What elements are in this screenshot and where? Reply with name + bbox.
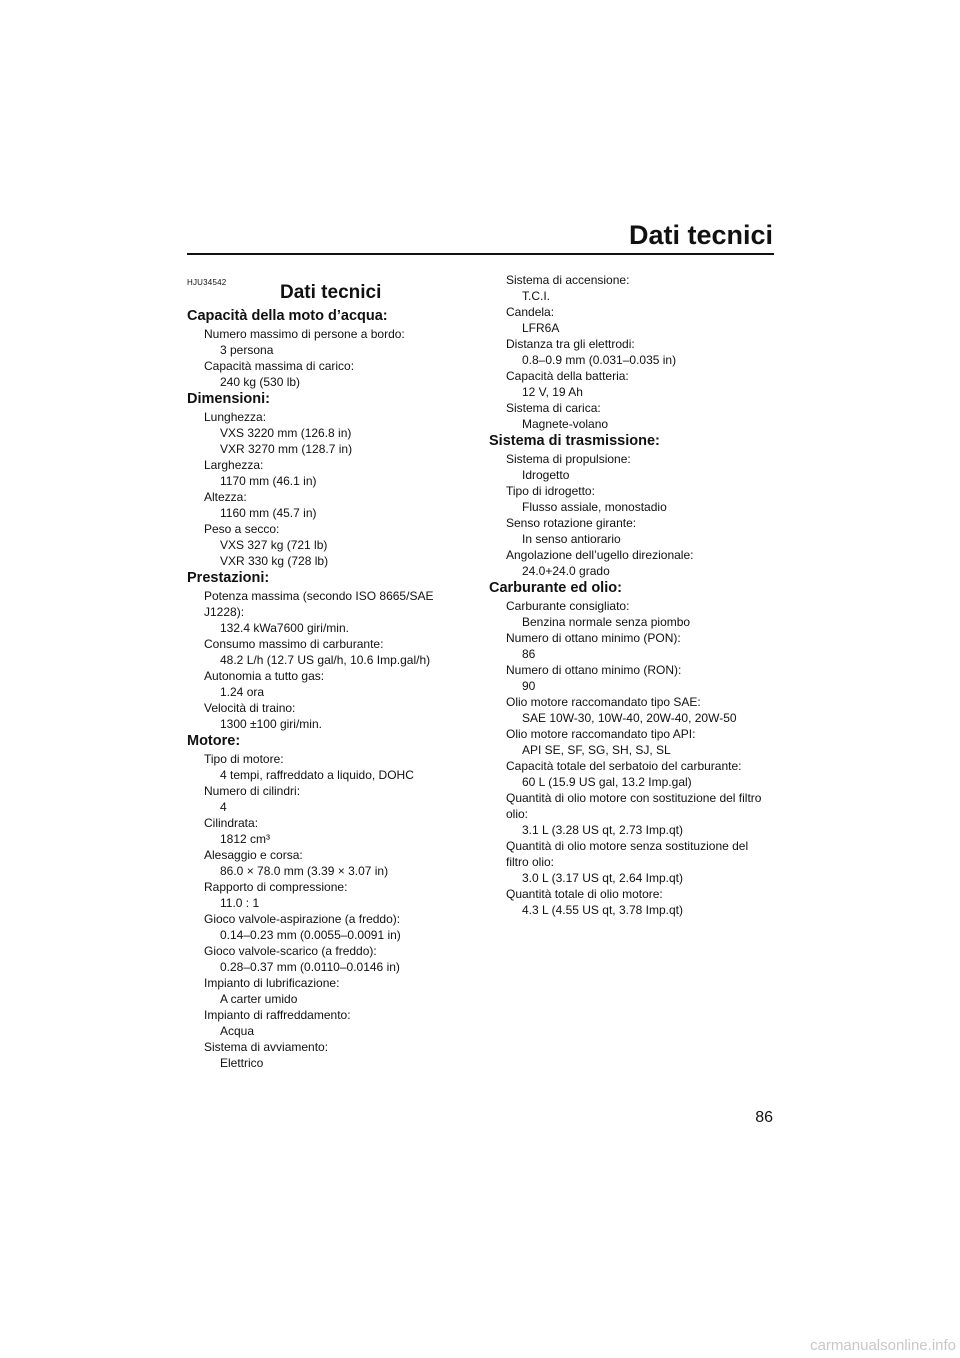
spec-value: VXS 3220 mm (126.8 in)	[220, 426, 352, 440]
spec-label: Capacità massima di carico:	[204, 359, 355, 373]
spec-value: 86	[522, 647, 536, 661]
spec-value: 1.24 ora	[220, 685, 265, 699]
spec-label: Capacità totale del serbatoio del carburante:	[506, 759, 742, 773]
spec-value: 1300 ±100 giri/min.	[220, 717, 322, 731]
spec-group	[187, 732, 477, 1071]
spec-label: Altezza:	[204, 490, 247, 504]
spec-label: Consumo massimo di carburante:	[204, 637, 384, 651]
spec-label: filtro olio:	[506, 855, 555, 869]
spec-label: Tipo di motore:	[204, 752, 284, 766]
page-number: 86	[755, 1109, 773, 1126]
spec-value: Benzina normale senza piombo	[522, 615, 691, 629]
spec-label: Numero di ottano minimo (RON):	[506, 663, 682, 677]
spec-label: Rapporto di compressione:	[204, 880, 348, 894]
spec-value: 0.14–0.23 mm (0.0055–0.0091 in)	[220, 928, 401, 942]
spec-value: 4.3 L (4.55 US qt, 3.78 Imp.qt)	[522, 903, 683, 917]
spec-value: Flusso assiale, monostadio	[522, 500, 667, 514]
spec-label: J1228):	[204, 605, 245, 619]
spec-label: Cilindrata:	[204, 816, 259, 830]
spec-value: API SE, SF, SG, SH, SJ, SL	[522, 743, 671, 757]
spec-label: Autonomia a tutto gas:	[204, 669, 325, 683]
spec-column-left	[187, 307, 477, 1071]
spec-group-heading: Carburante ed olio:	[489, 580, 622, 596]
spec-value: Magnete-volano	[522, 417, 609, 431]
spec-value: 3 persona	[220, 343, 274, 357]
spec-label: Sistema di accensione:	[506, 273, 630, 287]
spec-value: 4	[220, 800, 227, 814]
spec-value: 90	[522, 679, 536, 693]
document-code: HJU34542	[187, 278, 227, 287]
spec-group-heading: Prestazioni:	[187, 570, 270, 586]
watermark[interactable]: carmanualsonline.info	[810, 1337, 956, 1354]
spec-group	[489, 579, 779, 918]
spec-value: 1160 mm (45.7 in)	[220, 506, 317, 520]
spec-group	[187, 569, 477, 732]
spec-group-heading: Sistema di trasmissione:	[489, 433, 660, 449]
spec-label: Impianto di lubrificazione:	[204, 976, 340, 990]
spec-value: 12 V, 19 Ah	[522, 385, 583, 399]
spec-label: Gioco valvole-aspirazione (a freddo):	[204, 912, 401, 926]
spec-value: 3.0 L (3.17 US qt, 2.64 Imp.qt)	[522, 871, 683, 885]
spec-group-heading: Capacità della moto d’acqua:	[187, 308, 388, 324]
spec-group	[489, 432, 779, 579]
spec-label: Numero di ottano minimo (PON):	[506, 631, 681, 645]
spec-value: 1812 cm³	[220, 832, 271, 846]
spec-label: Quantità di olio motore con sostituzione del filtro	[506, 791, 762, 805]
spec-label: Tipo di idrogetto:	[506, 484, 595, 498]
spec-value: SAE 10W-30, 10W-40, 20W-40, 20W-50	[522, 711, 737, 725]
spec-value: 240 kg (530 lb)	[220, 375, 301, 389]
spec-value: 0.28–0.37 mm (0.0110–0.0146 in)	[220, 960, 400, 974]
spec-label: Sistema di avviamento:	[204, 1040, 329, 1054]
spec-label: Numero massimo di persone a bordo:	[204, 327, 405, 341]
spec-value: A carter umido	[220, 992, 298, 1006]
spec-value: 86.0 × 78.0 mm (3.39 × 3.07 in)	[220, 864, 389, 878]
spec-value: 11.0 : 1	[220, 896, 260, 910]
spec-label: Olio motore raccomandato tipo SAE:	[506, 695, 701, 709]
spec-group-heading: Motore:	[187, 733, 241, 749]
spec-group	[187, 307, 477, 390]
spec-label: Carburante consigliato:	[506, 599, 630, 613]
spec-value: 0.8–0.9 mm (0.031–0.035 in)	[522, 353, 677, 367]
spec-value: Idrogetto	[522, 468, 570, 482]
spec-label: Quantità totale di olio motore:	[506, 887, 663, 901]
spec-value: 1170 mm (46.1 in)	[220, 474, 317, 488]
spec-group-heading: Dimensioni:	[187, 391, 270, 407]
spec-label: Angolazione dell’ugello direzionale:	[506, 548, 694, 562]
spec-label: Potenza massima (secondo ISO 8665/SAE	[204, 589, 434, 603]
spec-value: LFR6A	[522, 321, 560, 335]
spec-value: VXR 3270 mm (128.7 in)	[220, 442, 353, 456]
spec-label: Impianto di raffreddamento:	[204, 1008, 351, 1022]
spec-value: VXR 330 kg (728 lb)	[220, 554, 329, 568]
spec-label: Velocità di traino:	[204, 701, 296, 715]
spec-label: Larghezza:	[204, 458, 264, 472]
spec-label: Distanza tra gli elettrodi:	[506, 337, 635, 351]
spec-label: Olio motore raccomandato tipo API:	[506, 727, 696, 741]
spec-value: 132.4 kWa7600 giri/min.	[220, 621, 349, 635]
spec-label: Alesaggio e corsa:	[204, 848, 303, 862]
header-divider	[187, 253, 774, 255]
spec-value: T.C.I.	[522, 289, 551, 303]
section-title: Dati tecnici	[280, 282, 382, 303]
spec-value: VXS 327 kg (721 lb)	[220, 538, 328, 552]
spec-value: 3.1 L (3.28 US qt, 2.73 Imp.qt)	[522, 823, 683, 837]
spec-value: Elettrico	[220, 1056, 264, 1070]
spec-label: Sistema di carica:	[506, 401, 601, 415]
spec-value: 48.2 L/h (12.7 US gal/h, 10.6 Imp.gal/h)	[220, 653, 431, 667]
spec-label: olio:	[506, 807, 529, 821]
spec-label: Senso rotazione girante:	[506, 516, 637, 530]
spec-column-right	[489, 272, 779, 918]
spec-label: Numero di cilindri:	[204, 784, 301, 798]
spec-label: Peso a secco:	[204, 522, 280, 536]
spec-label: Capacità della batteria:	[506, 369, 629, 383]
page-header-title: Dati tecnici	[628, 220, 773, 250]
spec-label: Candela:	[506, 305, 555, 319]
spec-value: 24.0+24.0 grado	[522, 564, 610, 578]
spec-label: Gioco valvole-scarico (a freddo):	[204, 944, 377, 958]
spec-value: 4 tempi, raffreddato a liquido, DOHC	[220, 768, 414, 782]
spec-value: In senso antiorario	[522, 532, 621, 546]
spec-value: Acqua	[220, 1024, 255, 1038]
spec-group	[489, 272, 779, 432]
spec-label: Lunghezza:	[204, 410, 267, 424]
spec-label: Sistema di propulsione:	[506, 452, 631, 466]
spec-value: 60 L (15.9 US gal, 13.2 Imp.gal)	[522, 775, 692, 789]
spec-group	[187, 390, 477, 569]
spec-label: Quantità di olio motore senza sostituzione del	[506, 839, 749, 853]
